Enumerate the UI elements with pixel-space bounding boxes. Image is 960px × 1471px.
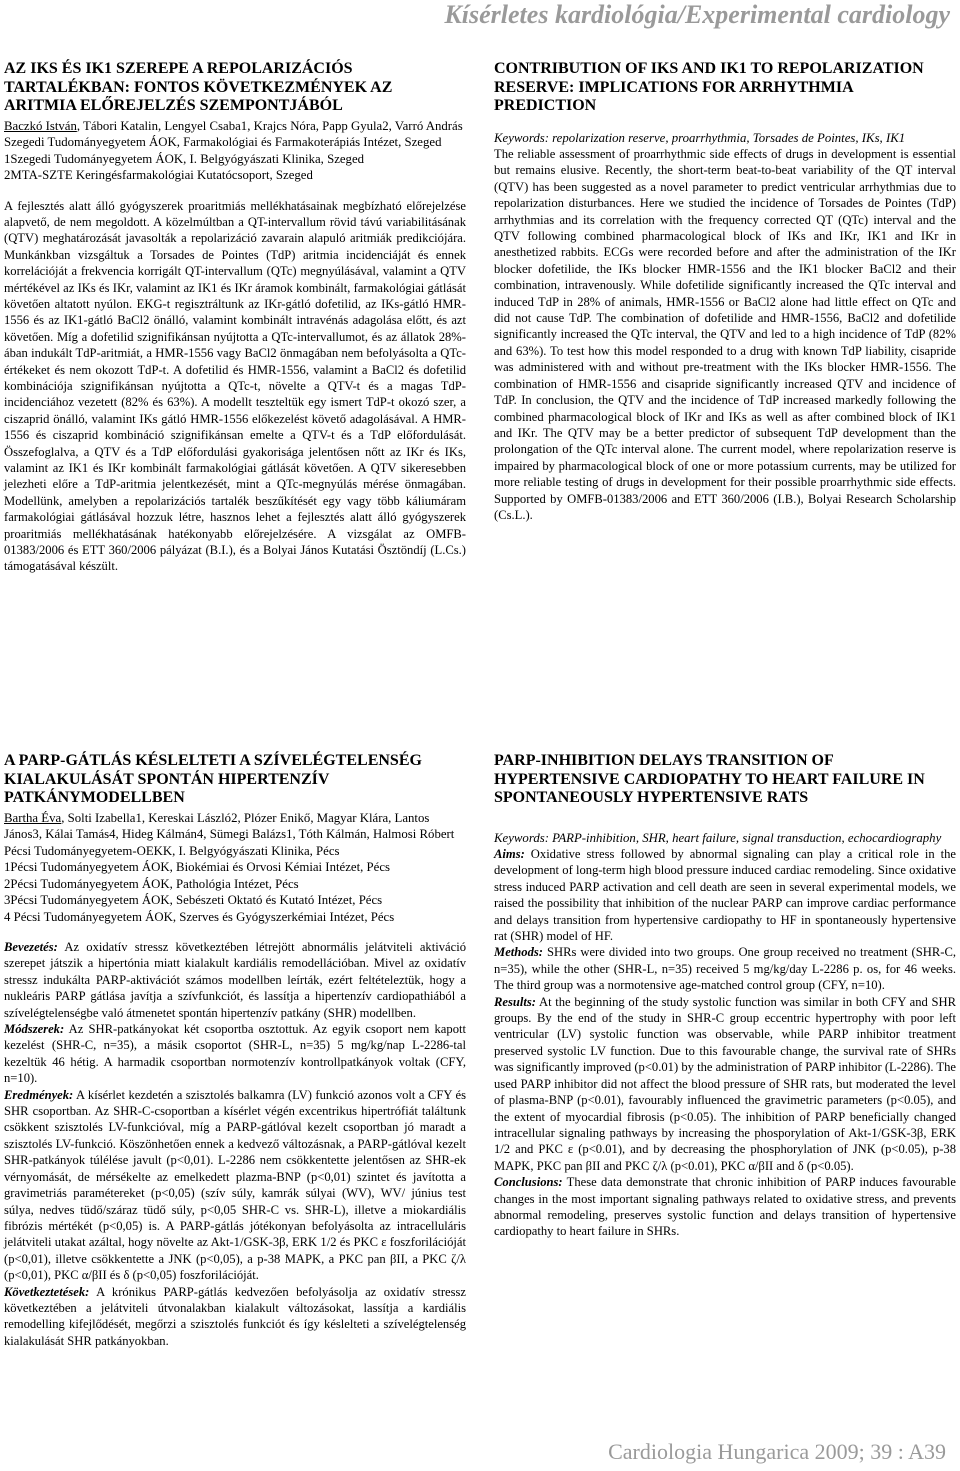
section-label: Results: (494, 994, 536, 1009)
section-text: Az SHR-patkányokat két csoportba osztottuk. Az egyik csoport nem kapott kezelést (SHR-C, n=35), a másik csoportot (SHR-L, n=35) 5 mg/kg/nap L-2286-tal kezeltük 46 hétig. A harmadik csoportban normotenzív kontrollpatkányok voltak (CFY, n=10). (4, 1022, 466, 1086)
section-label: Módszerek: (4, 1022, 65, 1037)
co-authors: , Solti Izabella1, Kereskai László2, Plózer Enikő, Magyar Klára, Lantos János3, Kálai Tamás4, Hideg Kálmán4, Sümegi Balázs1, Tóth Kálmán, Halmosi Róbert (4, 810, 455, 841)
abstract-title: AZ IKS ÉS IK1 SZEREPE A REPOLARIZÁCIÓS TARTALÉKBAN: FONTOS KÖVETKEZMÉNYEK AZ ARITMIA ELŐREJELZÉS SZEMPONTJÁBÓL (4, 60, 393, 114)
section-label: Bevezetés: (4, 940, 58, 954)
section-text: At the beginning of the study systolic function was similar in both CFY and SHR groups. By the end of the study in SHR-C group eccentric hypertrophy with poor left ventricular (LV) systolic function was observable, while PARP inhibitor treatment preserved systolic LV function. Due to this favourable change, the survival rate of SHRs was significantly improved (p<0.01) by the administration of PARP inhibitor (L-2286). The used PARP inhibitor did not affect the blood pressure of SHR rats, but moderated the level of plasma-BNP (p<0.01), favourably influenced the gravimetric parameters (p<0.05), and the extent of myocardial fibrosis (p<0.05). The inhibition of PARP beneficially changed intracellular signaling pathways by increasing the phosporylation of Akt-1/GSK-3β, ERK 1/2 and PKC ε (p<0.01), and by decreasing the phosphorylation of JNK (p<0.05), p-38 MAPK, PKC pan βII and PKC ζ/λ (p<0.01), PKC α/βII and δ (p<0.05). (494, 994, 956, 1173)
affiliation: Szegedi Tudományegyetem ÁOK, Farmakológiai és Farmakoterápiás Intézet, Szeged (4, 135, 442, 149)
presenting-author: Baczkó István (4, 118, 77, 133)
keywords: Keywords: PARP-inhibition, SHR, heart failure, signal transduction, echocardiography (494, 830, 942, 845)
section-conclusions (494, 1174, 956, 1240)
affiliation: 1Pécsi Tudományegyetem ÁOK, Biokémiai és Orvosi Kémiai Intézet, Pécs (4, 860, 390, 874)
section-methods (494, 944, 956, 993)
section-text: These data demonstrate that chronic inhibition of PARP induces favourable changes in the most important signaling pathways related to oxidative stress, and prevents abnormal remodeling, preserves systolic function and delays transition of hypertensive cardiopathy to heart failure in SHRs. (494, 1175, 956, 1239)
page-footer: Cardiologia Hungarica 2009; 39 : A39 (608, 1439, 946, 1464)
abstract-1-hungarian (4, 60, 466, 575)
affiliation: 4 Pécsi Tudományegyetem ÁOK, Szerves és Gyógyszerkémiai Intézet, Pécs (4, 909, 395, 924)
abstract-title: PARP-INHIBITION DELAYS TRANSITION OF HYPERTENSIVE CARDIOPATHY TO HEART FAILURE IN SPONTANEOUSLY HYPERTENSIVE RATS (494, 752, 925, 806)
section-introduction (4, 939, 466, 1021)
affiliation: 2MTA-SZTE Keringésfarmakológiai Kutatócsoport, Szeged (4, 168, 313, 182)
co-authors: , Tábori Katalin, Lengyel Csaba1, Krajcs Nóra, Papp Gyula2, Varró András (76, 118, 463, 133)
abstract-body: The reliable assessment of proarrhythmic side effects of drugs in development is essential but remains elusive. Recently, the short-term beat-to-beat variability of the QT interval (QTV) has been suggested as a novel parameter to predict ventricular arrhythmias due to repolarization disturbances. Here we studied the incidence of Torsades de Pointes (TdP) arrhythmias and its correlation with the frequency corrected QT (QTc) interval and the QTV following combined pharmacological block of IKs and IKr, IK1 and IKr in anesthetized rabbits. ECGs were recorded before and after the administration of the IKr blocker dofetilide, the IKs blocker HMR-1556 and the IK1 blocker BaCl2 and their combination, intravenously. While dofetilide significantly increased the QTc interval and induced TdP in 28% of animals, HMR-1556 or BaCl2 alone had little effect on QTc and did not cause TdP. The combination of dofetilide and HMR-1556, BaCl2 and dofetilide significantly increased the QTc interval, the QTV and led to a high incidence of TdP (82% and 63%). To test how this model responded to a drug with known TdP liability, cisapride was administered with and without pre-treatment with the IKs blocker HMR-1556. The combination of HMR-1556 and cisapride significantly increased QTV and incidence of TdP. In conclusion, the QTV and the incidence of TdP increased markedly following the combined pharmacological block of IKr and IKs as well as after combined block of IK1 and IKr. The QTV may be a better predictor of subsequent TdP development than the prolongation of the QTc interval alone. The current model, where repolarization reserve is impaired by pharmacological block of one or more potassium currents, may be utilized for more reliable testing of drugs in development for their possible proarrhythmic side effects. Supported by OMFB-01383/2006 and ETT 360/2006 (I.B.), Bolyai Research Scholarship (Cs.L.). (494, 147, 956, 522)
section-text: Oxidative stress followed by abnormal signaling can play a critical role in the development of long-term high blood pressure induced cardiac remodeling. Since oxidative stress induced PARP activation and cell death are seen in several experimental models, we raised the possibility that inhibition of the nuclear PARP can improve cardiac performance and delays transition from hypertensive cardiopathy to HF in spontaneously hypertensive rat (SHR) model of HF. (494, 847, 956, 944)
section-label: Eredmények: (4, 1087, 74, 1102)
section-aims (494, 846, 956, 944)
section-text: SHRs were divided into two groups. One group received no treatment (SHR-C, n=35), while the other (SHR-L, n=35) received 5 mg/kg/day L-2286 p. os, for 46 weeks. The third group was a normotensive age-matched control group (CFY, n=10). (494, 945, 956, 993)
section-text: A kísérlet kezdetén a szisztolés balkamra (LV) funkció azonos volt a CFY és SHR csoportban. Az SHR-C-csoportban a kísérlet végén excentrikus hipertrófiát találtunk csökkent szisztolés LV-funkcióval, míg a PARP-gátlóval kezelt csoportban jó maradt a szisztolés LV-funkció. Köszönhetően ennek a kedvező változásnak, a PARP-gátlóval kezelt SHR-patkányok túlélése javult (p<0,01). L-2286 nem csökkentette jelentősen az SHR-ek vérnyomását, de mérsékelte az emelkedett plazma-BNP (p<0,01) szintet és javította a gravimetriás paramétereket (p<0,05) (szív súly, kamrák súlyai (WV), WV/ június test súlya, nedves tüdő/száraz tüdő súly, p<0,05 SHR-C vs. SHR-L), illetve a miokardiális fibrózis mértékét (p<0,05) is. A PARP-gátlás jótékonyan befolyásolta az intracelluláris jelátviteli utakat azáltal, hogy növelte az Akt-1/GSK-3β, ERK 1/2 és PKC ε foszforilációját (p<0,01), illetve csökkentette a JNK (p<0,05), a p-38 MAPK, a PKC pan βII, a PKC ζ/λ (p<0,01), PKC α/βII és δ (p<0,05) foszforilációját. (4, 1087, 466, 1283)
affiliations (4, 134, 466, 184)
abstract-title: A PARP-GÁTLÁS KÉSLELTETI A SZÍVELÉGTELENSÉG KIALAKULÁSÁT SPONTÁN HIPERTENZÍV PATKÁNYMODELLBEN (4, 752, 422, 806)
section-label: Következtetések: (4, 1284, 90, 1299)
affiliation: 2Pécsi Tudományegyetem ÁOK, Pathológia Intézet, Pécs (4, 876, 299, 891)
author-list (4, 810, 466, 843)
section-methods (4, 1021, 466, 1087)
presenting-author: Bartha Éva (4, 810, 62, 825)
affiliation: 1Szegedi Tudományegyetem ÁOK, I. Belgyógyászati Klinika, Szeged (4, 151, 365, 166)
section-results (494, 994, 956, 1174)
abstract-2-english (494, 752, 956, 1240)
abstract-title: CONTRIBUTION OF IKS AND IK1 TO REPOLARIZATION RESERVE: IMPLICATIONS FOR ARRHYTHMIA PREDICTION (494, 60, 924, 114)
affiliations (4, 843, 466, 926)
section-results (4, 1087, 466, 1284)
abstract-2-hungarian (4, 752, 466, 1349)
section-text: Az oxidatív stressz következtében létrejött abnormális jelátviteli aktiváció szerepet játszik a hipertónia miatt kialakult kardiális remodellációban. Mivel az oxidatív stressz indukálta PARP-aktivációt számos modellben leírták, ezért feltételeztük, hogy a nukleáris PARP gátlása javítja a szívfunkciót, és lassítja a hipertenzív cardiopathiából a szívelégtelenségbe való átmenetet spontán hipertenzív patkány (SHR) modellben. (4, 940, 466, 1020)
author-list (4, 118, 466, 135)
abstract-1-english (494, 60, 956, 523)
running-head: Kísérletes kardiológia/Experimental cardiology (444, 0, 950, 29)
section-text: A krónikus PARP-gátlás kedvezően befolyásolja az oxidatív stressz következtében a jelátviteli útvonalakban kialakult változásokat, lassítja a kardiális remodelling kifejlődését, megőrzi a szisztolés funkciót és így késlelteti a szívelégtelenség kialakulását SHR patkányokban. (4, 1284, 466, 1348)
section-label: Conclusions: (494, 1175, 563, 1190)
keywords: Keywords: repolarization reserve, proarrhythmia, Torsades de Pointes, IKs, IK1 (494, 130, 906, 145)
section-label: Aims: (494, 847, 525, 861)
abstract-body: A fejlesztés alatt álló gyógyszerek proaritmiás mellékhatásainak megbízható előrejelzése alapvető, de nem megoldott. A közelmúltban a QT-intervallum rövid távú variabilitásának (QTV) meghatározását javasolták a repolarizáció zavarain alapuló aritmiák predikciójára. Munkánkban vizsgáltuk a Torsades de Pointes (TdP) aritmia incidenciáját és ennek korrelációját a frekvencia korrigált QT-intervallum (QTc) megnyúlásával, valamint a QTV mértékével az IKs és IKr, valamint az IK1 és IKr áramok kombinált, farmakológiai gátlását követően altatott nyúlon. EKG-t regisztráltunk az IKr-gátló dofetilid, az IKs-gátló HMR-1556 és az IK1-gátló BaCl2 önálló, valamint kombinált intravénás adagolása előtt, és azt követően. Míg a dofetilid szignifikánsan nyújtotta a QTc-intervallumot, és az állatok 28%-ában indukált TdP-aritmiát, a HMR-1556 vagy BaCl2 önmagában nem befolyásolta a QTc-értékeket és nem okozott TdP-t. A dofetilid és HMR-1556, valamint a BaCl2 és dofetilid kombinációja szignifikánsan nyújtotta a QTc-t, növelte a QTV-t és a magas TdP-incidenciához vezetett (82% és 63%). A modellt teszteltük egy ismert TdP-t okozó szer, a ciszaprid önálló, valamint IKs gátló HMR-1556 előkezelést követő adagolásával. A HMR-1556 és ciszaprid kombináció szignifikánsan emelte a QTV-t és a TdP előfordulását. Összefoglalva, a QTV és a TdP előfordulási gyakorisága jelentősen nőtt az IKr és IKs, valamint az IK1 és IKr kombinált farmakológiai gátlását követően. A QTV sikeresebben jelezheti előre a TdP-aritmia jelentkezését, mint a QTc-megnyúlás mérése önmagában. Modellünk, amelyben a repolarizációs tartalék beszűkítését egy vagy több káliumáram farmakológiai gátlásával hozzuk létre, hasznos lehet a fejlesztés alatt álló gyógyszerek proaritmiás mellékhatásának hatékonyabb előrejelzésére. A vizsgálat az OMFB-01383/2006 és ETT 360/2006 pályázat (B.I.), és a Bolyai János Kutatási Ösztöndíj (L.Cs.) támogatásával készült. (4, 198, 466, 574)
section-label: Methods: (494, 945, 543, 960)
section-conclusions (4, 1284, 466, 1350)
affiliation: 3Pécsi Tudományegyetem ÁOK, Sebészeti Oktató és Kutató Intézet, Pécs (4, 893, 383, 907)
affiliation: Pécsi Tudományegyetem-OEKK, I. Belgyógyászati Klinika, Pécs (4, 843, 340, 858)
